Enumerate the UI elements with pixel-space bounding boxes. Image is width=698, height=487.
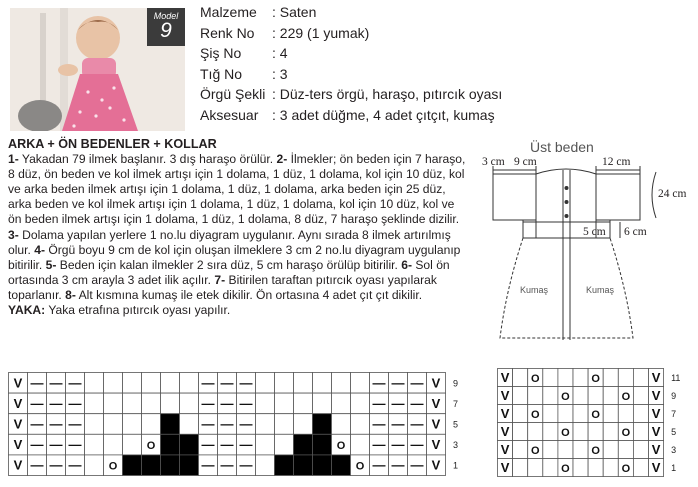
stitch-cell xyxy=(513,423,528,441)
stitch-cell xyxy=(256,414,275,435)
purl-stitch-symbol: — xyxy=(372,437,386,453)
purl-stitch-symbol: — xyxy=(68,395,82,411)
step-text: Örgü boyu 9 cm de kol için oluşan ilmeklere 3 cm 2 no.lu diyagram uygulanıp bitirilir. xyxy=(8,242,461,272)
stitch-cell xyxy=(543,369,558,387)
stitch-cell xyxy=(513,387,528,405)
purl-stitch-symbol: — xyxy=(220,416,234,432)
purl-stitch-symbol: — xyxy=(410,457,424,473)
schematic-title: Üst beden xyxy=(530,139,594,155)
spec-label: Şiş No xyxy=(200,45,242,61)
row-number-label: 1 xyxy=(671,463,677,473)
stitch-cell xyxy=(123,434,142,455)
stitch-cell xyxy=(104,393,123,414)
stitch-cell xyxy=(294,373,313,394)
stitch-cell xyxy=(573,441,588,459)
purl-stitch-symbol: — xyxy=(239,457,253,473)
spec-label: Tığ No xyxy=(200,65,243,82)
stitch-cell xyxy=(123,393,142,414)
stitch-cell xyxy=(85,414,104,435)
stitch-cell xyxy=(573,387,588,405)
purl-stitch-symbol: — xyxy=(391,395,405,411)
stitch-cell xyxy=(275,373,294,394)
yarn-over-symbol: O xyxy=(591,373,600,385)
neckline xyxy=(536,169,596,174)
knit-stitch-symbol: V xyxy=(431,457,441,473)
filled-stitch-cell xyxy=(313,434,332,455)
stitch-cell xyxy=(142,373,161,394)
stitch-cell xyxy=(85,434,104,455)
measure-3cm: 3 cm xyxy=(482,156,505,168)
purl-stitch-symbol: — xyxy=(220,375,234,391)
row-number-label: 1 xyxy=(453,460,459,471)
stitch-cell xyxy=(543,387,558,405)
stitch-cell xyxy=(275,393,294,414)
purl-stitch-symbol: — xyxy=(30,375,44,391)
stitch-cell xyxy=(161,393,180,414)
dress-schematic xyxy=(478,150,696,362)
step-number: 7- xyxy=(214,272,226,287)
left-sleeve xyxy=(493,174,536,220)
filled-stitch-cell xyxy=(180,455,199,476)
purl-stitch-symbol: — xyxy=(220,395,234,411)
stitch-cell xyxy=(543,441,558,459)
stitch-cell xyxy=(603,387,618,405)
stitch-cell xyxy=(256,373,275,394)
filled-stitch-cell xyxy=(332,455,351,476)
stitch-diagram-1 xyxy=(8,372,468,480)
row-number-label: 9 xyxy=(671,391,677,401)
stitch-cell xyxy=(256,434,275,455)
stitch-cell xyxy=(104,434,123,455)
purl-stitch-symbol: — xyxy=(68,457,82,473)
fabric-label-right: Kumaş xyxy=(586,285,615,295)
yarn-over-symbol: O xyxy=(108,460,118,473)
model-label: Model xyxy=(153,11,179,21)
stitch-cell xyxy=(558,369,573,387)
knit-stitch-symbol: V xyxy=(651,460,661,475)
purl-stitch-symbol: — xyxy=(391,457,405,473)
purl-stitch-symbol: — xyxy=(49,416,63,432)
collar-instruction xyxy=(8,303,470,318)
purl-stitch-symbol: — xyxy=(220,457,234,473)
stitch-cell xyxy=(603,405,618,423)
filled-stitch-cell xyxy=(161,434,180,455)
stitch-cell xyxy=(123,414,142,435)
purl-stitch-symbol: — xyxy=(30,416,44,432)
spec-value: : 229 (1 yumak) xyxy=(272,24,370,41)
stitch-cell xyxy=(618,369,633,387)
yarn-over-symbol: O xyxy=(591,445,600,457)
knit-stitch-symbol: V xyxy=(431,437,441,453)
step-text: Beden için kalan ilmekler 2 sıra düz, 5 cm haraşo örülüp bitirilir. xyxy=(56,257,402,272)
stitch-cell xyxy=(618,441,633,459)
spec-label: Malzeme xyxy=(200,4,257,20)
knit-stitch-symbol: V xyxy=(500,442,510,457)
stitch-cell xyxy=(332,414,351,435)
knit-stitch-symbol: V xyxy=(431,395,441,411)
instructions xyxy=(8,137,470,318)
measure-24cm: 24 cm xyxy=(658,188,687,200)
step-text: Sol ön ortasında 3 cm arayla 3 adet ilik açılır. xyxy=(8,257,450,287)
stitch-cell xyxy=(588,459,603,477)
row-number-label: 5 xyxy=(671,427,677,437)
yarn-over-symbol: O xyxy=(530,445,540,457)
stitch-cell xyxy=(543,459,558,477)
stitch-cell xyxy=(123,373,142,394)
collar-label: YAKA: xyxy=(8,303,46,318)
filled-stitch-cell xyxy=(313,414,332,435)
knit-stitch-symbol: V xyxy=(13,437,23,453)
instructions-title: ARKA + ÖN BEDENLER + KOLLAR xyxy=(8,137,217,151)
purl-stitch-symbol: — xyxy=(239,416,253,432)
purl-stitch-symbol: — xyxy=(49,457,63,473)
purl-stitch-symbol: — xyxy=(68,375,82,391)
stitch-cell xyxy=(142,414,161,435)
stitch-cell xyxy=(104,373,123,394)
stitch-cell xyxy=(513,405,528,423)
stitch-cell xyxy=(603,369,618,387)
stitch-cell xyxy=(332,373,351,394)
spec-label: Örgü Şekli xyxy=(200,86,266,102)
stitch-cell xyxy=(633,459,648,477)
stitch-cell xyxy=(588,423,603,441)
purl-stitch-symbol: — xyxy=(372,416,386,432)
yarn-over-symbol: O xyxy=(621,427,631,439)
stitch-cell xyxy=(275,414,294,435)
button xyxy=(565,186,569,190)
stitch-cell xyxy=(313,393,332,414)
purl-stitch-symbol: — xyxy=(372,457,386,473)
stitch-cell xyxy=(351,414,370,435)
purl-stitch-symbol: — xyxy=(391,416,405,432)
filled-stitch-cell xyxy=(123,455,142,476)
stitch-cell xyxy=(543,405,558,423)
yarn-over-symbol: O xyxy=(355,460,365,473)
knit-stitch-symbol: V xyxy=(13,395,23,411)
yarn-over-symbol: O xyxy=(530,409,540,421)
stitch-cell xyxy=(180,414,199,435)
row-number-label: 3 xyxy=(671,445,677,455)
step-text: Alt kısmına kumaş ile etek dikilir. Ön ortasına 4 adet çıt çıt dikilir. xyxy=(75,287,423,302)
stitch-cell xyxy=(332,393,351,414)
step-number: 1- xyxy=(8,152,19,167)
stitch-cell xyxy=(513,459,528,477)
stitch-cell xyxy=(142,393,161,414)
stitch-cell xyxy=(543,423,558,441)
purl-stitch-symbol: — xyxy=(239,437,253,453)
purl-stitch-symbol: — xyxy=(201,375,215,391)
stitch-cell xyxy=(351,373,370,394)
stitch-cell xyxy=(633,441,648,459)
stitch-cell xyxy=(573,423,588,441)
row-number-label: 7 xyxy=(671,409,677,419)
yarn-over-symbol: O xyxy=(336,440,346,453)
purl-stitch-symbol: — xyxy=(68,416,82,432)
stitch-cell xyxy=(294,393,313,414)
filled-stitch-cell xyxy=(275,455,294,476)
right-sleeve xyxy=(596,174,640,220)
stitch-cell xyxy=(633,423,648,441)
spec-value: : Düz-ters örgü, haraşo, pıtırcık oyası xyxy=(272,86,503,102)
knit-stitch-symbol: V xyxy=(13,457,23,473)
row-number-label: 11 xyxy=(671,373,681,383)
stitch-cell xyxy=(633,369,648,387)
filled-stitch-cell xyxy=(180,434,199,455)
knit-stitch-symbol: V xyxy=(13,416,23,432)
knit-stitch-symbol: V xyxy=(500,406,510,421)
knit-stitch-symbol: V xyxy=(651,388,661,403)
stitch-cell xyxy=(180,393,199,414)
row-number-label: 9 xyxy=(453,378,459,389)
stitch-cell xyxy=(256,455,275,476)
instructions-paragraph xyxy=(8,152,470,303)
purl-stitch-symbol: — xyxy=(49,395,63,411)
spec-label: Aksesuar xyxy=(200,106,259,123)
purl-stitch-symbol: — xyxy=(410,375,424,391)
stitch-cell xyxy=(588,387,603,405)
knit-stitch-symbol: V xyxy=(651,406,661,421)
stitch-cell xyxy=(85,373,104,394)
yarn-over-symbol: O xyxy=(146,440,156,453)
stitch-cell xyxy=(351,434,370,455)
stitch-cell xyxy=(180,373,199,394)
stitch-cell xyxy=(313,373,332,394)
stitch-cell xyxy=(573,405,588,423)
model-photo xyxy=(10,8,185,131)
collar-text: Yaka etrafına pıtırcık oyası yapılır. xyxy=(45,303,231,318)
yarn-over-symbol: O xyxy=(561,391,570,403)
knit-stitch-symbol: V xyxy=(651,370,661,385)
filled-stitch-cell xyxy=(142,455,161,476)
step-number: 5- xyxy=(45,257,57,272)
yarn-over-symbol: O xyxy=(561,427,570,439)
spec-value: : 3 xyxy=(272,65,288,82)
purl-stitch-symbol: — xyxy=(30,457,44,473)
knit-stitch-symbol: V xyxy=(431,416,441,432)
purl-stitch-symbol: — xyxy=(30,395,44,411)
stitch-cell xyxy=(104,414,123,435)
spec-label: Renk No xyxy=(200,24,255,41)
purl-stitch-symbol: — xyxy=(201,416,215,432)
row-number-label: 5 xyxy=(453,419,459,430)
stitch-cell xyxy=(633,387,648,405)
purl-stitch-symbol: — xyxy=(201,395,215,411)
knit-stitch-symbol: V xyxy=(500,460,510,475)
filled-stitch-cell xyxy=(161,455,180,476)
measure-12cm: 12 cm xyxy=(602,156,631,168)
stitch-diagram-2 xyxy=(497,368,687,480)
yarn-over-symbol: O xyxy=(530,373,540,385)
stitch-cell xyxy=(85,393,104,414)
purl-stitch-symbol: — xyxy=(391,375,405,391)
step-text: Dolama yapılan yerlere 1 no.lu diyagram uygulanır. Aynı sırada 8 ilmek artırılmış olur. xyxy=(8,227,451,257)
stitch-cell xyxy=(558,405,573,423)
purl-stitch-symbol: — xyxy=(201,437,215,453)
step-number: 6- xyxy=(401,257,412,272)
step-number: 3- xyxy=(8,227,19,242)
stitch-cell xyxy=(513,441,528,459)
stitch-cell xyxy=(573,369,588,387)
buttons xyxy=(565,186,569,218)
yarn-over-symbol: O xyxy=(621,391,631,403)
measure-6cm: 6 cm xyxy=(624,226,647,238)
stitch-cell xyxy=(528,459,543,477)
purl-stitch-symbol: — xyxy=(239,375,253,391)
step-number: 4- xyxy=(34,242,45,257)
step-text: Yakadan 79 ilmek başlanır. 3 dış haraşo örülür. xyxy=(18,152,277,167)
stitch-cell xyxy=(603,459,618,477)
stitch-cell xyxy=(161,373,180,394)
stitch-cell xyxy=(528,423,543,441)
stitch-cell xyxy=(294,414,313,435)
stitch-cell xyxy=(558,441,573,459)
knit-stitch-symbol: V xyxy=(500,388,510,403)
stitch-cell xyxy=(85,455,104,476)
purl-stitch-symbol: — xyxy=(410,416,424,432)
knit-stitch-symbol: V xyxy=(500,424,510,439)
purl-stitch-symbol: — xyxy=(410,395,424,411)
purl-stitch-symbol: — xyxy=(372,375,386,391)
measure-5cm: 5 cm xyxy=(583,226,606,238)
filled-stitch-cell xyxy=(161,414,180,435)
stitch-cell xyxy=(603,423,618,441)
model-badge xyxy=(147,8,185,46)
purl-stitch-symbol: — xyxy=(372,395,386,411)
stitch-cell xyxy=(633,405,648,423)
purl-stitch-symbol: — xyxy=(49,375,63,391)
model-number: 9 xyxy=(160,19,172,42)
step-text: İlmekler; ön beden için 7 haraşo, 8 düz, ön beden ve kol ilmek artışı için 1 dolama, 1 düz, 1 dolama, kol için 10 düz, kol ve arka beden ilmek artışı için 1 dolama, 1 düz, 1 dolama, arka beden için 25 düz, arka beden ve kol ilmek artışı için 1 dolama, 1 düz, 1 dolama, kol için 10 düz, kol ve ön beden ilmek artışı için 1 dolama, 1 düz, 1 dolama, 8 düz, 7 haraşo şeklinde dizilir. xyxy=(8,152,466,227)
stitch-cell xyxy=(618,405,633,423)
purl-stitch-symbol: — xyxy=(220,437,234,453)
fabric-label-left: Kumaş xyxy=(520,285,549,295)
filled-stitch-cell xyxy=(294,434,313,455)
step-number: 8- xyxy=(65,287,76,302)
step-text: Bitirilen taraftan pıtırcık oyası yapılarak toparlanır. xyxy=(8,272,437,302)
purl-stitch-symbol: — xyxy=(49,437,63,453)
filled-stitch-cell xyxy=(294,455,313,476)
purl-stitch-symbol: — xyxy=(239,395,253,411)
filled-stitch-cell xyxy=(313,455,332,476)
stitch-cell xyxy=(528,387,543,405)
purl-stitch-symbol: — xyxy=(30,437,44,453)
stitch-cell xyxy=(573,459,588,477)
stitch-cell xyxy=(513,369,528,387)
purl-stitch-symbol: — xyxy=(201,457,215,473)
knit-stitch-symbol: V xyxy=(651,442,661,457)
button xyxy=(565,200,569,204)
row-number-label: 7 xyxy=(453,398,459,409)
step-number: 2- xyxy=(276,152,288,167)
yarn-over-symbol: O xyxy=(591,409,600,421)
yarn-over-symbol: O xyxy=(561,463,570,475)
purl-stitch-symbol: — xyxy=(391,437,405,453)
spec-value: : 3 adet düğme, 4 adet çıtçıt, kumaş xyxy=(272,106,495,123)
row-number-label: 3 xyxy=(453,440,459,451)
knit-stitch-symbol: V xyxy=(651,424,661,439)
button xyxy=(565,214,569,218)
yarn-over-symbol: O xyxy=(621,463,631,475)
stitch-cell xyxy=(275,434,294,455)
height-bracket xyxy=(652,172,656,218)
knit-stitch-symbol: V xyxy=(13,375,23,391)
knit-stitch-symbol: V xyxy=(431,375,441,391)
spec-value: : 4 xyxy=(272,45,288,61)
stitch-cell xyxy=(603,441,618,459)
knit-stitch-symbol: V xyxy=(500,370,510,385)
measure-9cm: 9 cm xyxy=(514,156,537,168)
stitch-cell xyxy=(351,393,370,414)
purl-stitch-symbol: — xyxy=(410,437,424,453)
stitch-cell xyxy=(256,393,275,414)
purl-stitch-symbol: — xyxy=(68,437,82,453)
spec-value: : Saten xyxy=(272,4,317,20)
